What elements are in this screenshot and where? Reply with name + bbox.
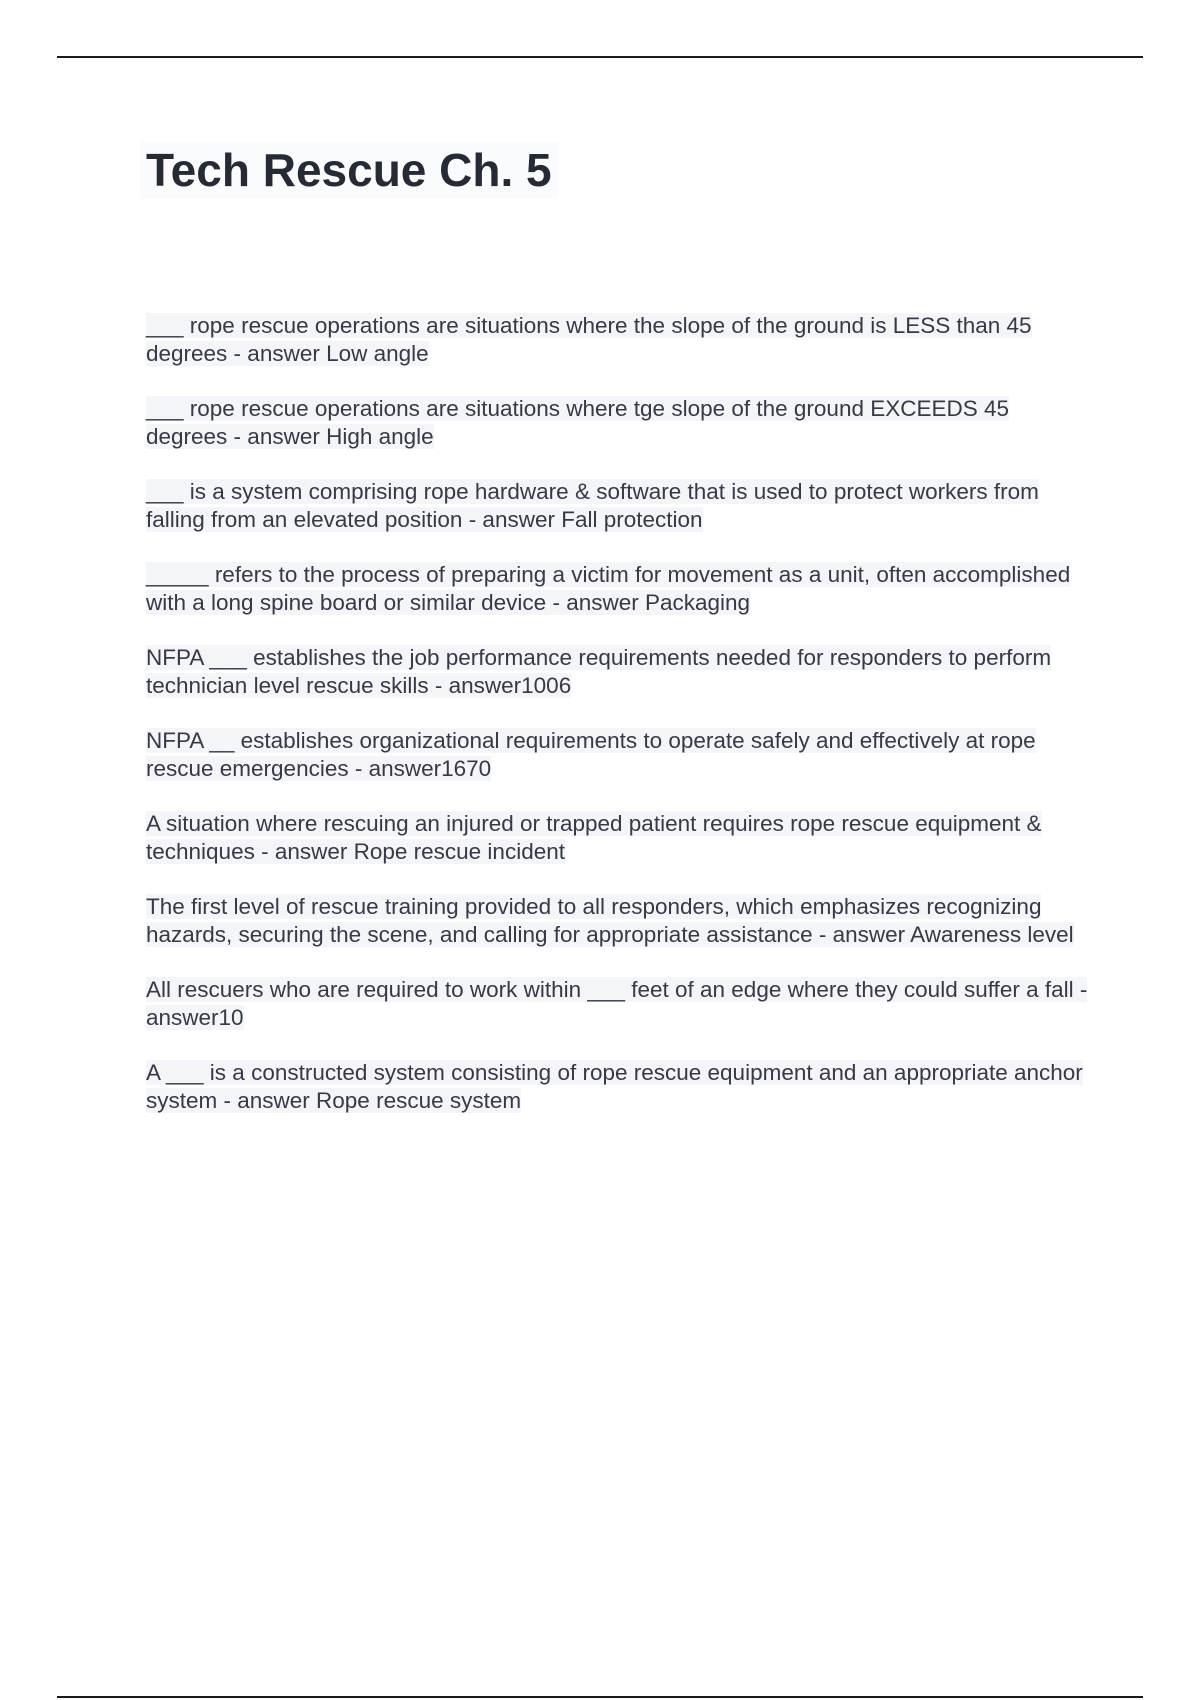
question-text: NFPA __ establishes organizational requirements to operate safely and effectively at rope rescue emergencies - answer1670 (146, 728, 1036, 781)
list-item (146, 727, 1096, 783)
question-text: A situation where rescuing an injured or trapped patient requires rope rescue equipment & techniques - answer Rope rescue incident (146, 811, 1042, 864)
bottom-rule (57, 1696, 1143, 1698)
list-item (146, 1059, 1096, 1115)
question-list (146, 312, 1096, 1142)
question-text: _____ refers to the process of preparing a victim for movement as a unit, often accomplished with a long spine board or similar device - answer Packaging (146, 562, 1071, 615)
list-item (146, 893, 1096, 949)
top-rule (57, 56, 1143, 58)
list-item (146, 478, 1096, 534)
question-text: All rescuers who are required to work within ___ feet of an edge where they could suffer a fall - answer10 (146, 977, 1088, 1030)
list-item (146, 312, 1096, 368)
question-text: ___ rope rescue operations are situations where tge slope of the ground EXCEEDS 45 degrees - answer High angle (146, 396, 1010, 449)
question-text: A ___ is a constructed system consisting of rope rescue equipment and an appropriate anchor system - answer Rope rescue system (146, 1060, 1083, 1113)
list-item (146, 561, 1096, 617)
question-text: The first level of rescue training provided to all responders, which emphasizes recognizing hazards, securing the scene, and calling for appropriate assistance - answer Awareness level (146, 894, 1074, 947)
page-title: Tech Rescue Ch. 5 (140, 142, 558, 199)
list-item (146, 644, 1096, 700)
question-text: ___ is a system comprising rope hardware & software that is used to protect workers from falling from an elevated position - answer Fall protection (146, 479, 1039, 532)
question-text: ___ rope rescue operations are situations where the slope of the ground is LESS than 45 degrees - answer Low angle (146, 313, 1032, 366)
question-text: NFPA ___ establishes the job performance requirements needed for responders to perform technician level rescue skills - answer1006 (146, 645, 1052, 698)
list-item (146, 810, 1096, 866)
list-item (146, 976, 1096, 1032)
list-item (146, 395, 1096, 451)
